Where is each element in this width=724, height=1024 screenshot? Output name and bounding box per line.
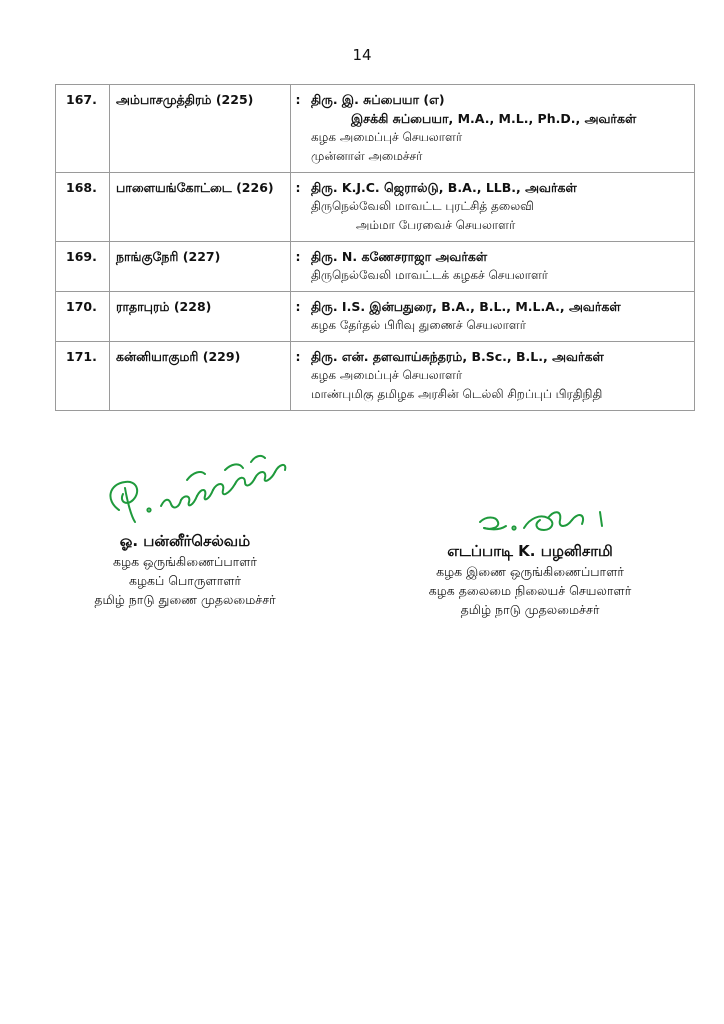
candidate-role: கழக தேர்தல் பிரிவு துணைச் செயலாளர் [311,318,526,332]
table-row [56,85,695,173]
signatory-title: தமிழ் நாடு துணை முதலமைச்சர் [94,592,276,607]
candidate-details [305,342,695,411]
separator-colon: : [291,242,306,292]
table-row [56,292,695,342]
serial-number: 169. [56,242,110,292]
constituency-name: பாளையங்கோட்டை (226) [110,173,291,242]
separator-colon: : [291,342,306,411]
candidate-name: திரு. N. கணேசராஜா அவர்கள் [311,249,488,264]
candidate-name-continued: இசக்கி சுப்பையா, M.A., M.L., Ph.D., அவர்கள் [351,111,637,126]
candidate-name: திரு. I.S. இன்பதுரை, B.A., B.L., M.L.A., அவர்கள் [311,299,621,314]
candidate-name: திரு. இ. சுப்பையா (எ) [311,92,445,107]
table-row [56,242,695,292]
serial-number: 171. [56,342,110,411]
separator-colon: : [291,292,306,342]
table-row [56,173,695,242]
candidate-role: கழக அமைப்புச் செயலாளர் [311,130,463,144]
signatory-name: எடப்பாடி K. பழனிசாமி [447,542,613,560]
signatory-title: கழகப் பொருளாளர் [128,573,242,588]
separator-colon: : [291,173,306,242]
candidate-details [305,85,695,173]
candidate-role: முன்னாள் அமைச்சர் [311,149,423,163]
candidate-role: திருநெல்வேலி மாவட்டக் கழகச் செயலாளர் [311,268,549,282]
page-number: 14 [352,46,372,64]
constituency-name: அம்பாசமுத்திரம் (225) [110,85,291,173]
candidate-role: திருநெல்வேலி மாவட்ட புரட்சித் தலைவி [311,199,534,213]
signatory-name: ஓ. பன்னீர்செல்வம் [119,532,251,550]
constituency-name: நாங்குநேரி (227) [110,242,291,292]
candidate-name: திரு. K.J.C. ஜெரால்டு, B.A., LLB., அவர்கள் [311,180,577,195]
signatory-title: தமிழ் நாடு முதலமைச்சர் [460,602,600,617]
candidate-name: திரு. என். தளவாய்சுந்தரம், B.Sc., B.L., அவர்கள் [311,349,604,364]
constituency-name: ராதாபுரம் (228) [110,292,291,342]
candidate-details [305,173,695,242]
handwritten-signature-left [75,440,295,530]
signatory-title: கழக ஒருங்கிணைப்பாளர் [113,554,257,569]
candidate-details [305,242,695,292]
candidate-role: அம்மா பேரவைச் செயலாளர் [356,218,516,232]
table-row [56,342,695,411]
signatory-right [400,500,660,619]
handwritten-signature-right [430,500,630,540]
candidate-role: மாண்புமிகு தமிழக அரசின் டெல்லி சிறப்புப் பிரதிநிதி [311,387,603,401]
signatory-title: கழக இணை ஒருங்கிணைப்பாளர் [436,564,624,579]
candidate-table [55,84,695,411]
constituency-name: கன்னியாகுமரி (229) [110,342,291,411]
serial-number: 167. [56,85,110,173]
candidate-role: கழக அமைப்புச் செயலாளர் [311,368,463,382]
separator-colon: : [291,85,306,173]
candidate-details [305,292,695,342]
signatory-title: கழக தலைமை நிலையச் செயலாளர் [428,583,632,598]
signatory-left [55,440,315,609]
serial-number: 170. [56,292,110,342]
serial-number: 168. [56,173,110,242]
